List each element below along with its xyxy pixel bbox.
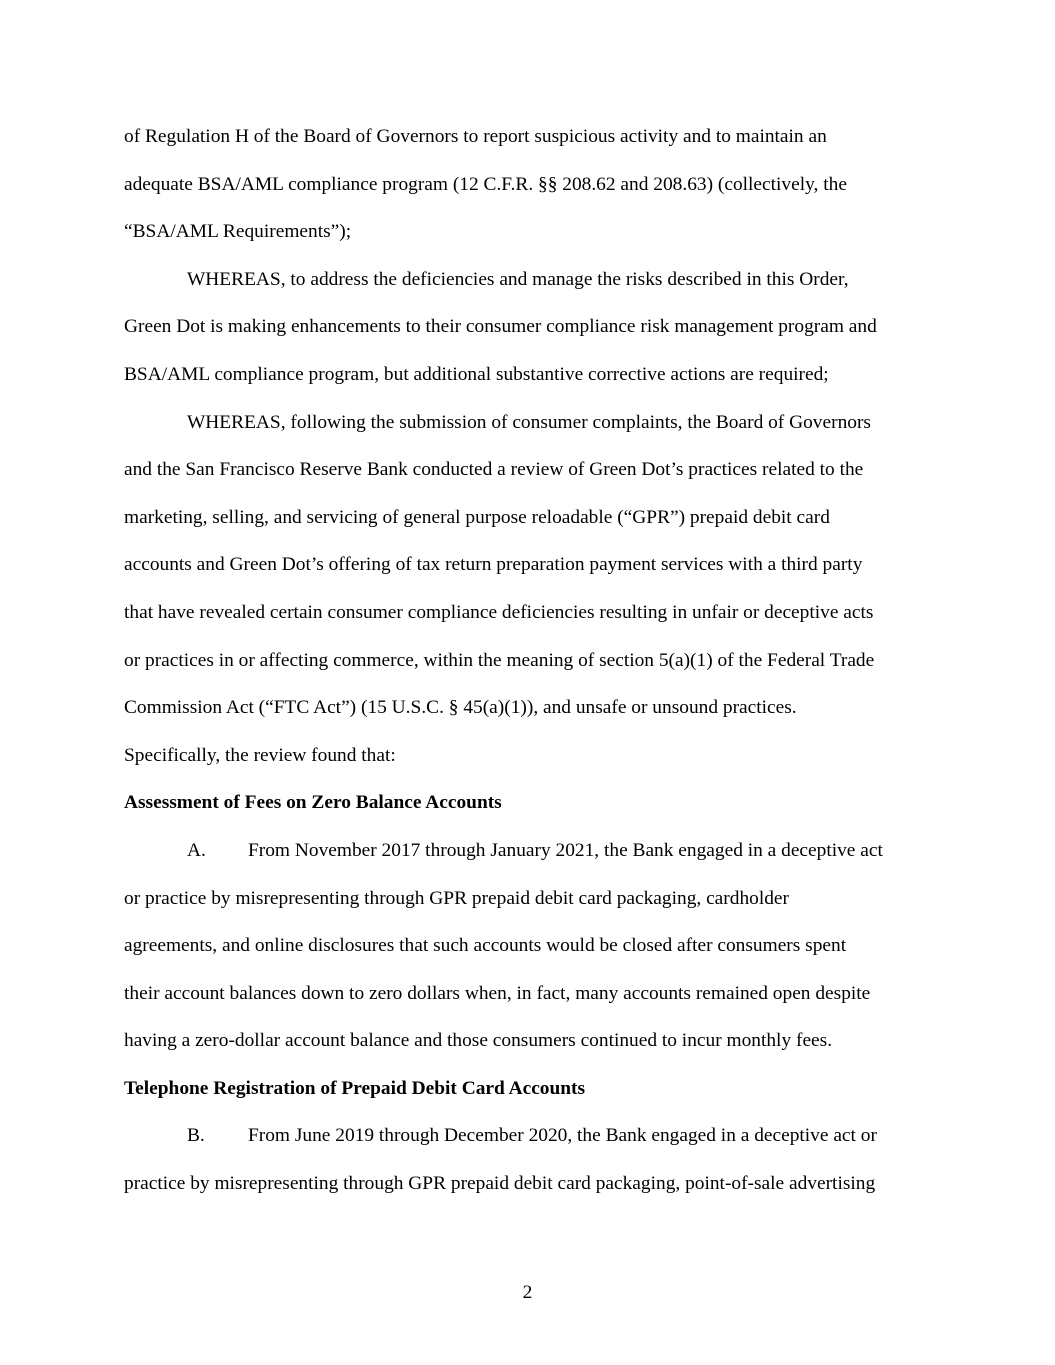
finding-text: From November 2017 through January 2021, the Bank engaged in a deceptive act [248, 839, 883, 861]
text-line: BSA/AML compliance program, but additional substantive corrective actions are required; [124, 363, 829, 385]
text-line: “BSA/AML Requirements”); [124, 221, 352, 243]
text-line: or practice by misrepresenting through GPR prepaid debit card packaging, cardholder [124, 887, 789, 909]
text-line: marketing, selling, and servicing of general purpose reloadable (“GPR”) prepaid debit card [124, 506, 830, 528]
text-line: of Regulation H of the Board of Governors to report suspicious activity and to maintain an [124, 126, 827, 147]
text-line: having a zero-dollar account balance and those consumers continued to incur monthly fees. [124, 1030, 833, 1052]
text-line: or practices in or affecting commerce, within the meaning of section 5(a)(1) of the Federal Trade [124, 649, 875, 671]
finding-marker: A. [187, 839, 206, 861]
text-line: practice by misrepresenting through GPR prepaid debit card packaging, point-of-sale advertising [124, 1173, 876, 1195]
finding-text: From June 2019 through December 2020, the Bank engaged in a deceptive act or [248, 1125, 877, 1147]
text-line: agreements, and online disclosures that such accounts would be closed after consumers spent [124, 935, 847, 957]
paragraph-first-line: WHEREAS, following the submission of consumer complaints, the Board of Governors [187, 411, 871, 433]
text-line: Commission Act (“FTC Act”) (15 U.S.C. § 45(a)(1)), and unsafe or unsound practices. [124, 697, 797, 719]
text-line: accounts and Green Dot’s offering of tax return preparation payment services with a third party [124, 554, 863, 576]
finding-first-line [124, 1119, 936, 1167]
text-line: their account balances down to zero dollars when, in fact, many accounts remained open despite [124, 982, 871, 1004]
text-line: that have revealed certain consumer compliance deficiencies resulting in unfair or deceptive acts [124, 601, 874, 623]
document-body [124, 120, 936, 1215]
text-line: and the San Francisco Reserve Bank conducted a review of Green Dot’s practices related to the [124, 459, 864, 481]
page-number: 2 [522, 1282, 533, 1303]
text-line: Green Dot is making enhancements to their consumer compliance risk management program and [124, 316, 877, 338]
section-heading: Telephone Registration of Prepaid Debit Card Accounts [124, 1077, 586, 1099]
finding-marker: B. [187, 1125, 205, 1147]
finding-first-line [124, 834, 936, 882]
paragraph-first-line: WHEREAS, to address the deficiencies and manage the risks described in this Order, [187, 268, 849, 290]
text-line: Specifically, the review found that: [124, 744, 396, 766]
section-heading: Assessment of Fees on Zero Balance Accounts [124, 792, 502, 814]
text-line: adequate BSA/AML compliance program (12 C.F.R. §§ 208.62 and 208.63) (collectively, the [124, 173, 847, 195]
